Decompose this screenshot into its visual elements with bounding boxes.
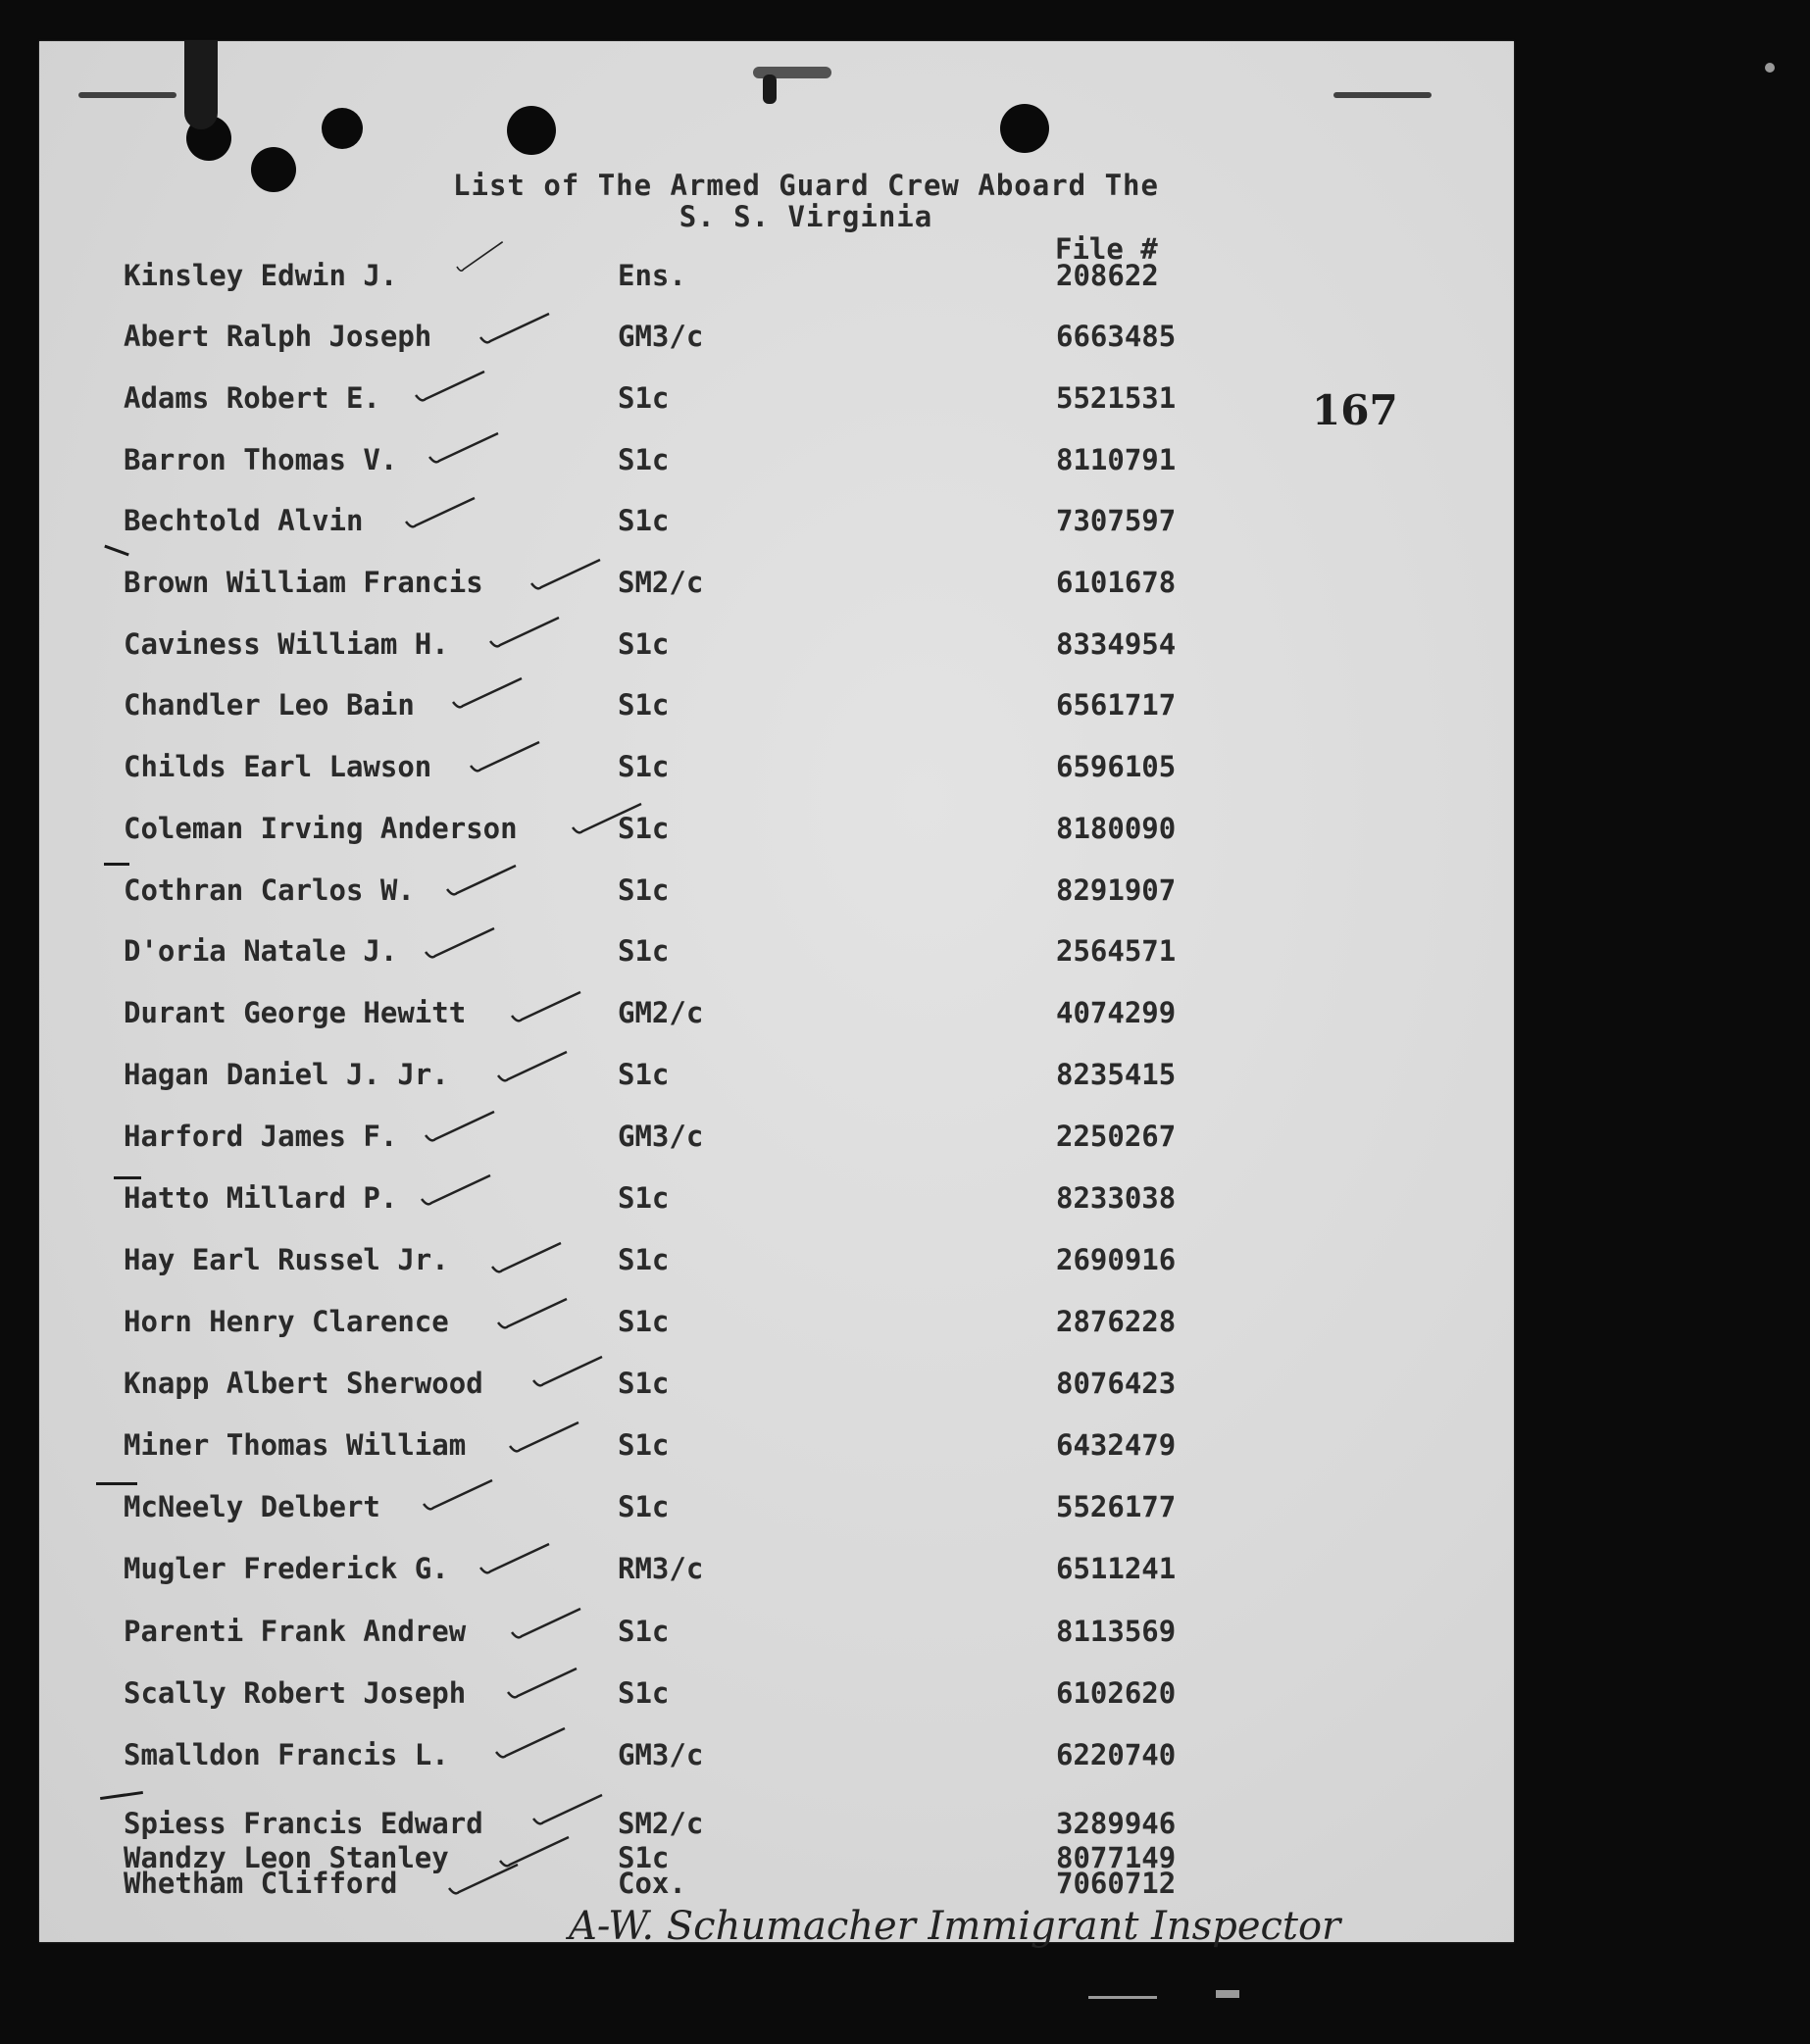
crew-file-number: 2564571: [1056, 934, 1177, 968]
ship-name: S. S. Virginia: [679, 200, 933, 233]
edge-speck: [1088, 1996, 1157, 1999]
crew-name: Adams Robert E.: [124, 381, 380, 415]
crew-name: Caviness William H.: [124, 627, 449, 661]
checkmark-icon: [492, 1724, 571, 1764]
crew-file-number: 8180090: [1056, 812, 1177, 845]
edge-speck: [1765, 63, 1775, 73]
crew-file-number: 8233038: [1056, 1181, 1177, 1215]
list-item: [39, 1120, 1514, 1159]
crew-name: Coleman Irving Anderson: [124, 812, 518, 845]
list-item: [39, 1552, 1514, 1591]
crew-file-number: 8291907: [1056, 873, 1177, 907]
checkmark-icon: [449, 674, 528, 714]
crew-file-number: 8077149: [1056, 1841, 1177, 1874]
checkmark-icon: [506, 1419, 584, 1458]
crew-name: Durant George Hewitt: [124, 996, 467, 1029]
crew-file-number: 7060712: [1056, 1867, 1177, 1900]
checkmark-icon: [494, 1048, 573, 1087]
crew-rank: S1c: [618, 1428, 670, 1462]
list-item: [39, 443, 1514, 482]
crew-rank: SM2/c: [618, 1807, 704, 1840]
checkmark-icon: [529, 1353, 608, 1392]
document-title: List of The Armed Guard Crew Aboard The: [453, 169, 1159, 202]
checkmark-icon: [488, 1239, 567, 1278]
checkmark-icon: [494, 1295, 573, 1334]
list-item: [39, 996, 1514, 1035]
crew-file-number: 2250267: [1056, 1120, 1177, 1153]
list-item: [39, 1676, 1514, 1716]
crew-name: Wandzy Leon Stanley: [124, 1841, 449, 1874]
crew-rank: RM3/c: [618, 1552, 704, 1585]
list-item: [39, 381, 1514, 421]
checkmark-icon: [441, 239, 520, 278]
crew-rank: S1c: [618, 812, 670, 845]
crew-file-number: 2690916: [1056, 1243, 1177, 1276]
file-column-header: File #: [1055, 232, 1158, 266]
crew-rank: S1c: [618, 1367, 670, 1400]
crew-name: Hay Earl Russel Jr.: [124, 1243, 449, 1276]
list-item: [39, 873, 1514, 913]
crew-name: Horn Henry Clarence: [124, 1305, 449, 1338]
crew-rank: S1c: [618, 1615, 670, 1648]
crew-rank: S1c: [618, 934, 670, 968]
list-item: [39, 1738, 1514, 1777]
crew-rank: S1c: [618, 688, 670, 722]
list-item: [39, 934, 1514, 973]
list-item: [39, 1615, 1514, 1654]
crew-rank: S1c: [618, 1243, 670, 1276]
crew-rank: S1c: [618, 381, 670, 415]
crew-name: Childs Earl Lawson: [124, 750, 432, 783]
crew-rank: S1c: [618, 750, 670, 783]
list-item: [39, 627, 1514, 667]
list-item: [39, 1305, 1514, 1344]
crew-name: Hagan Daniel J. Jr.: [124, 1058, 449, 1091]
list-item: [39, 320, 1514, 359]
list-item: [39, 688, 1514, 727]
crew-file-number: 8113569: [1056, 1615, 1177, 1648]
inspector-signature: A-W. Schumacher Immigrant Inspector: [569, 1904, 1341, 1949]
page-number: 167: [1312, 386, 1398, 434]
crew-name: McNeely Delbert: [124, 1490, 380, 1523]
crew-rank: S1c: [618, 1181, 670, 1215]
checkmark-icon: [445, 1861, 524, 1900]
list-item: [39, 259, 1514, 298]
crew-name: Barron Thomas V.: [124, 443, 398, 476]
crew-name: Miner Thomas William: [124, 1428, 467, 1462]
crew-file-number: 8076423: [1056, 1367, 1177, 1400]
edge-speck: [1216, 1990, 1239, 1998]
crew-name: Bechtold Alvin: [124, 504, 364, 537]
crew-name: Chandler Leo Bain: [124, 688, 415, 722]
crew-rank: S1c: [618, 1490, 670, 1523]
crew-name: Hatto Millard P.: [124, 1181, 398, 1215]
list-item: [39, 812, 1514, 851]
crew-file-number: 6596105: [1056, 750, 1177, 783]
crew-file-number: 208622: [1056, 259, 1159, 292]
crew-name: Scally Robert Joseph: [124, 1676, 467, 1710]
crew-rank: S1c: [618, 627, 670, 661]
crew-rank: S1c: [618, 443, 670, 476]
checkmark-icon: [508, 1605, 586, 1644]
crew-file-number: 8110791: [1056, 443, 1177, 476]
crew-file-number: 5521531: [1056, 381, 1177, 415]
list-item: [39, 504, 1514, 543]
crew-file-number: 6561717: [1056, 688, 1177, 722]
document-page: [39, 41, 1514, 1949]
list-item: [39, 1181, 1514, 1221]
crew-name: Mugler Frederick G.: [124, 1552, 449, 1585]
crew-file-number: 6101678: [1056, 566, 1177, 599]
crew-name: Kinsley Edwin J.: [124, 259, 398, 292]
crew-name: Cothran Carlos W.: [124, 873, 415, 907]
crew-name: Abert Ralph Joseph: [124, 320, 432, 353]
list-item: [39, 1490, 1514, 1529]
crew-file-number: 4074299: [1056, 996, 1177, 1029]
crew-file-number: 6432479: [1056, 1428, 1177, 1462]
checkmark-icon: [529, 1791, 608, 1830]
crew-rank: Ens.: [618, 259, 686, 292]
crew-name: Smalldon Francis L.: [124, 1738, 449, 1771]
crew-rank: GM3/c: [618, 1120, 704, 1153]
crew-rank: S1c: [618, 1841, 670, 1874]
list-item: [39, 1243, 1514, 1282]
checkmark-icon: [422, 1108, 500, 1147]
crew-rank: Cox.: [618, 1867, 686, 1900]
crew-name: Harford James F.: [124, 1120, 398, 1153]
crew-file-number: 7307597: [1056, 504, 1177, 537]
crew-file-number: 6102620: [1056, 1676, 1177, 1710]
list-item: [39, 566, 1514, 605]
crew-file-number: 8235415: [1056, 1058, 1177, 1091]
checkmark-icon: [402, 494, 480, 533]
checkmark-icon: [426, 429, 504, 469]
list-item: [39, 1058, 1514, 1097]
checkmark-icon: [504, 1665, 582, 1704]
crew-list: [39, 41, 1514, 1942]
crew-rank: GM2/c: [618, 996, 704, 1029]
crew-rank: S1c: [618, 873, 670, 907]
crew-name: D'oria Natale J.: [124, 934, 398, 968]
checkmark-icon: [477, 1540, 555, 1579]
crew-file-number: 3289946: [1056, 1807, 1177, 1840]
crew-file-number: 8334954: [1056, 627, 1177, 661]
list-item: [39, 750, 1514, 789]
list-item: [39, 1867, 1514, 1906]
crew-file-number: 6220740: [1056, 1738, 1177, 1771]
crew-file-number: 6663485: [1056, 320, 1177, 353]
crew-file-number: 6511241: [1056, 1552, 1177, 1585]
checkmark-icon: [420, 1476, 498, 1516]
crew-rank: GM3/c: [618, 1738, 704, 1771]
crew-name: Whetham Clifford: [124, 1867, 398, 1900]
crew-name: Parenti Frank Andrew: [124, 1615, 467, 1648]
list-item: [39, 1428, 1514, 1468]
checkmark-icon: [528, 556, 606, 595]
crew-name: Spiess Francis Edward: [124, 1807, 483, 1840]
checkmark-icon: [422, 924, 500, 964]
checkmark-icon: [412, 368, 490, 407]
crew-file-number: 5526177: [1056, 1490, 1177, 1523]
crew-rank: S1c: [618, 1676, 670, 1710]
checkmark-icon: [443, 862, 522, 901]
crew-file-number: 2876228: [1056, 1305, 1177, 1338]
crew-name: Knapp Albert Sherwood: [124, 1367, 483, 1400]
crew-rank: SM2/c: [618, 566, 704, 599]
crew-rank: S1c: [618, 1305, 670, 1338]
checkmark-icon: [486, 614, 565, 653]
crew-name: Brown William Francis: [124, 566, 483, 599]
checkmark-icon: [477, 310, 555, 349]
crew-rank: S1c: [618, 1058, 670, 1091]
crew-rank: S1c: [618, 504, 670, 537]
list-item: [39, 1807, 1514, 1846]
checkmark-icon: [418, 1172, 496, 1211]
checkmark-icon: [467, 738, 545, 777]
list-item: [39, 1367, 1514, 1406]
crew-rank: GM3/c: [618, 320, 704, 353]
checkmark-icon: [508, 988, 586, 1027]
